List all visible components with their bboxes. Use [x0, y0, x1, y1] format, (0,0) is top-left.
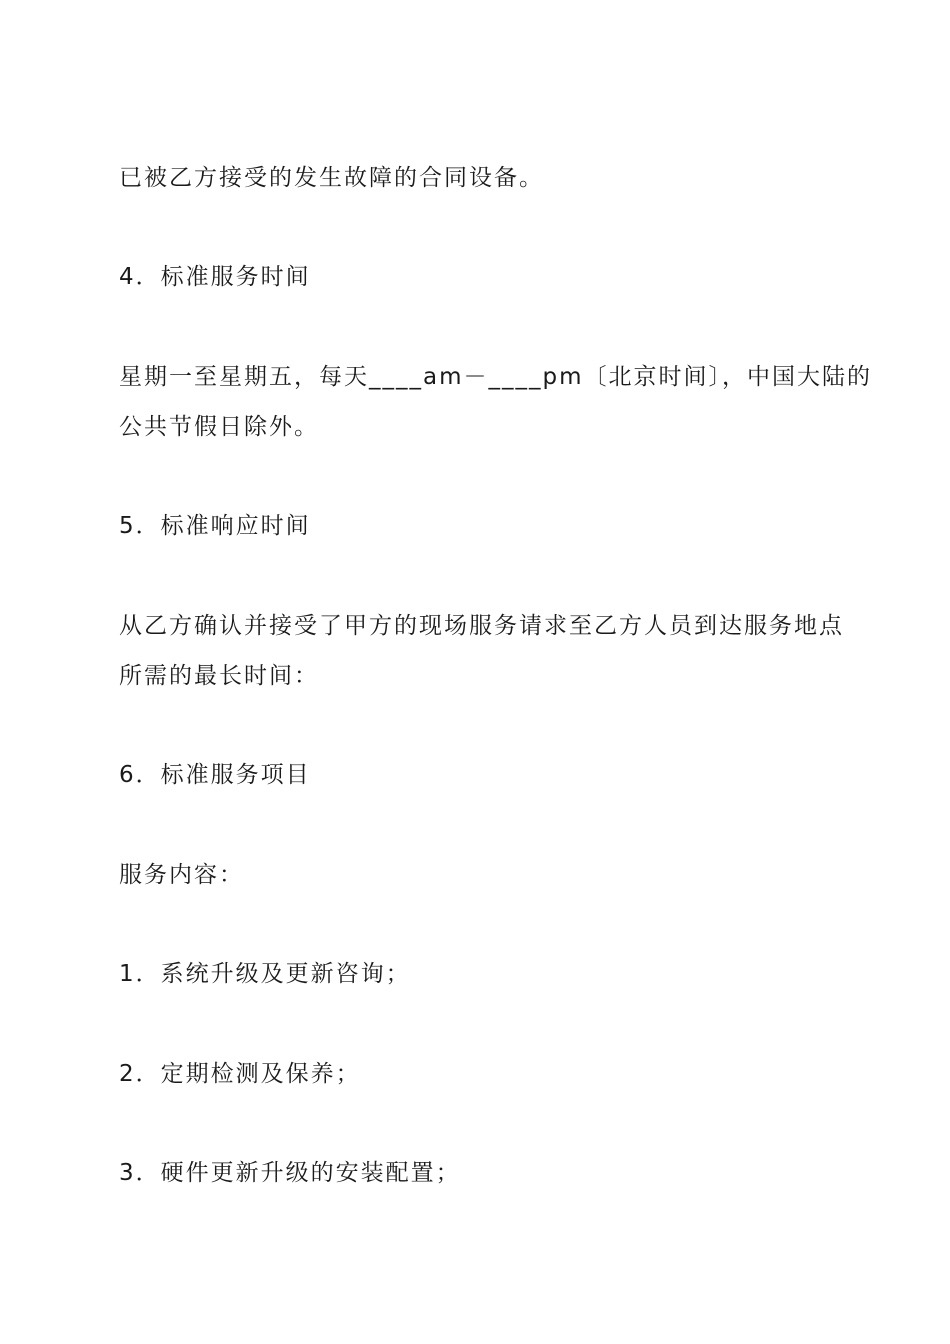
list-item-periodic-inspection: 2．定期检测及保养； — [119, 1061, 361, 1087]
paragraph-faulty-equipment: 已被乙方接受的发生故障的合同设备。 — [119, 165, 544, 191]
paragraph-response-time-line-1: 从乙方确认并接受了甲方的现场服务请求至乙方人员到达服务地点 — [119, 613, 844, 639]
paragraph-response-time-line-2: 所需的最长时间： — [119, 663, 319, 689]
list-item-system-upgrade: 1．系统升级及更新咨询； — [119, 961, 411, 987]
paragraph-service-hours-line-2: 公共节假日除外。 — [119, 414, 319, 440]
paragraph-service-hours-line-1: 星期一至星期五，每天____am－____pm〔北京时间〕，中国大陆的 — [119, 364, 873, 390]
heading-standard-service-time: 4．标准服务时间 — [119, 264, 311, 290]
heading-standard-service-items: 6．标准服务项目 — [119, 762, 311, 788]
list-item-hardware-upgrade: 3．硬件更新升级的安装配置； — [119, 1160, 461, 1186]
label-service-content: 服务内容： — [119, 862, 244, 888]
heading-standard-response-time: 5．标准响应时间 — [119, 513, 311, 539]
